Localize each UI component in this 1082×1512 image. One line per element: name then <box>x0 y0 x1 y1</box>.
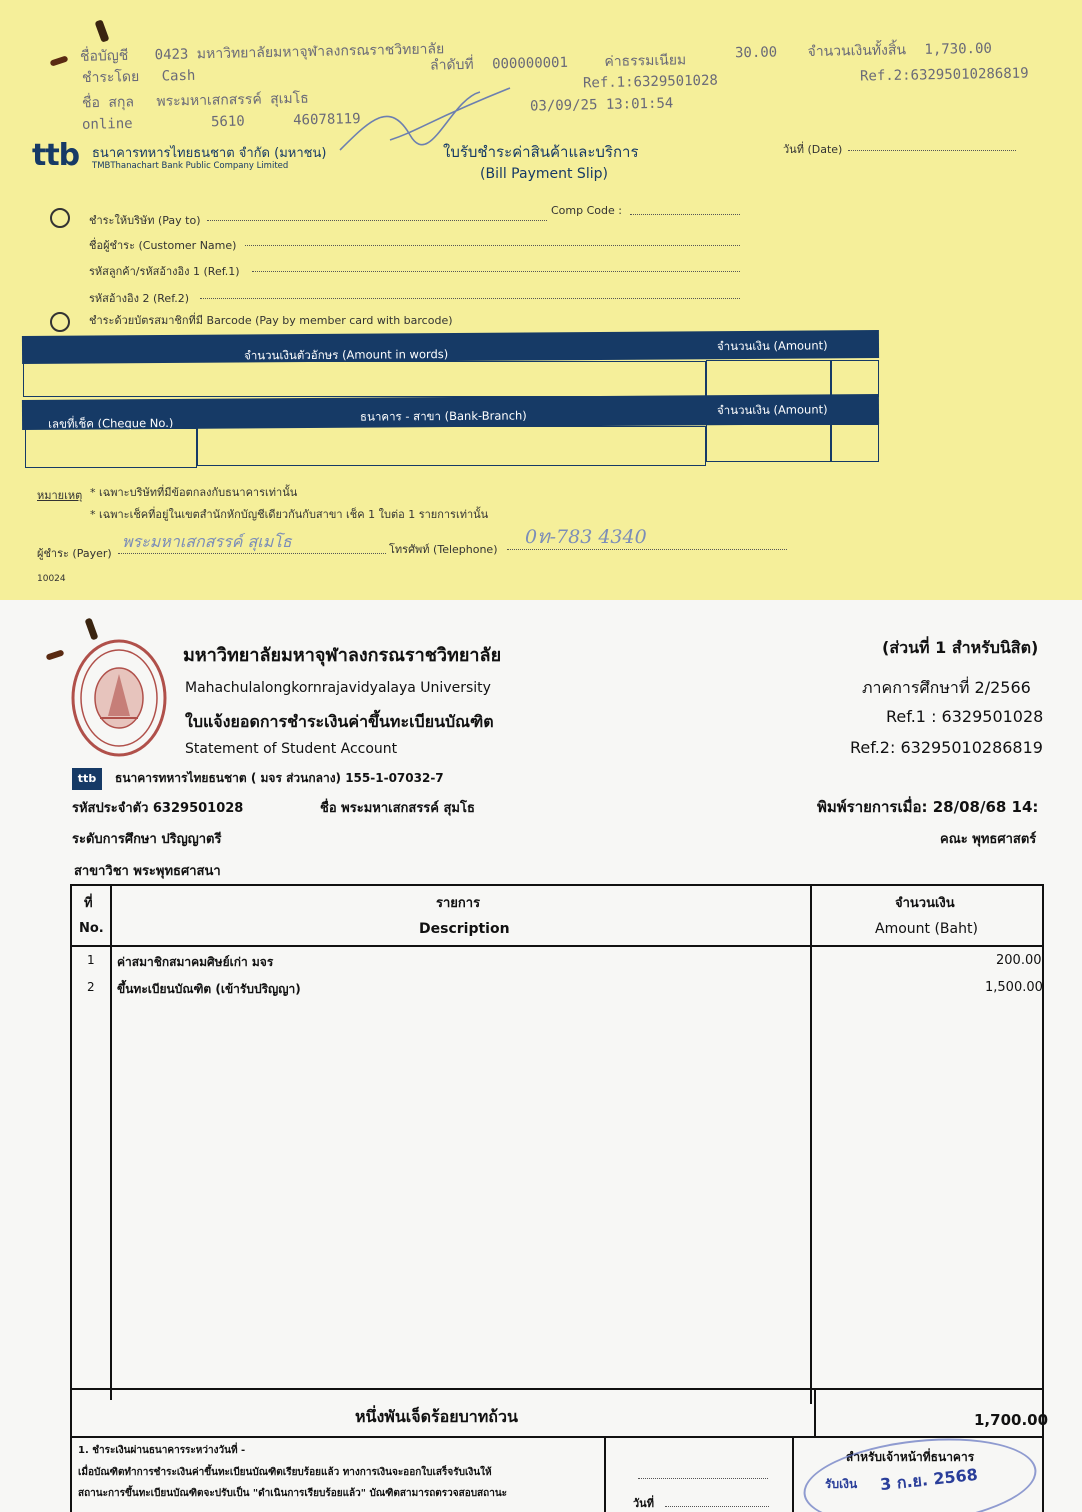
pay-to-line[interactable] <box>207 220 547 221</box>
ref1-label: รหัสลูกค้า/รหัสอ้างอิง 1 (Ref.1) <box>89 265 240 278</box>
footer-line-1: 1. ชำระเงินผ่านธนาคารระหว่างวันที่ - <box>78 1445 246 1456</box>
stamp-seq-row <box>430 49 687 76</box>
ref2-label: รหัสอ้างอิง 2 (Ref.2) <box>89 292 190 305</box>
amount2-header: จำนวนเงิน (Amount) <box>716 402 828 418</box>
stamp-ref2: Ref.2:63295010286819 <box>859 65 1029 85</box>
items-table <box>70 884 1044 1512</box>
university-name-th: มหาวิทยาลัยมหาจุฬาลงกรณราชวิทยาลัย <box>183 645 502 666</box>
ref2: Ref.2: 63295010286819 <box>850 738 1043 757</box>
ref2-line[interactable] <box>200 298 740 299</box>
col-desc-en: Description <box>419 921 510 937</box>
stamp-channel-row <box>82 111 361 133</box>
member-card-label: ชำระด้วยบัตรสมาชิกที่มี Barcode (Pay by member card with barcode) <box>89 314 453 327</box>
col-divider <box>810 884 812 1404</box>
stamp-total-label: จำนวนเงินทั้งสิ้น <box>807 42 907 60</box>
note-1: * เฉพาะบริษัทที่มีข้อตกลงกับธนาคารเท่านั้น <box>90 486 298 499</box>
comp-code-label: Comp Code : <box>551 204 622 217</box>
amount-words-cell[interactable] <box>23 361 706 397</box>
university-name-en: Mahachulalongkornrajavidyalaya University <box>185 680 491 696</box>
cheque-no-cell[interactable] <box>25 428 197 468</box>
stamp-name-label: ชื่อ สกุล <box>81 94 135 112</box>
stamp-name-value: พระมหาเสกสรรค์ สุเมโธ <box>156 90 309 110</box>
footer-date-label: วันที่ <box>633 1497 654 1510</box>
ttb-logo-small: ttb <box>72 768 102 790</box>
stamp-name-row <box>82 88 309 115</box>
amount-cell[interactable] <box>706 360 831 397</box>
footer-divider <box>72 1436 1042 1438</box>
bank-officer-label: สำหรับเจ้าหน้าที่ธนาคาร <box>846 1450 975 1464</box>
university-seal-icon <box>70 638 168 758</box>
stamp-paid-by-value: Cash <box>161 67 196 85</box>
footer-date-line <box>665 1506 769 1507</box>
total-divider <box>72 1388 1042 1390</box>
footer-divider <box>604 1438 606 1512</box>
stamp-fee-value: 30.00 <box>734 44 778 62</box>
payer-handwriting: พระมหาเสกสรรค์ สุเมโธ <box>122 532 292 551</box>
student-id: รหัสประจำตัว 6329501028 <box>72 801 244 816</box>
student-account-statement <box>0 600 1082 1512</box>
col-no-en: No. <box>79 921 104 936</box>
tel-label: โทรศัพท์ (Telephone) <box>389 543 498 556</box>
member-card-radio[interactable] <box>50 312 70 332</box>
amount2-satang-cell[interactable] <box>831 424 879 462</box>
major: สาขาวิชา พระพุทธศาสนา <box>74 864 221 879</box>
stamp-account-label: ชื่อบัญชี <box>79 47 129 65</box>
slip-title-en: (Bill Payment Slip) <box>480 166 608 182</box>
bank-name-th: ธนาคารทหารไทยธนชาต จำกัด (มหาชน) <box>92 146 327 161</box>
row-2-desc: ขึ้นทะเบียนบัณฑิต (เข้ารับปริญญา) <box>117 982 301 996</box>
bank-account-line: ธนาคารทหารไทยธนชาต ( มจร ส่วนกลาง) 155-1-07032-7 <box>115 771 444 785</box>
stamp-paid-by-label: ชำระโดย <box>81 68 140 87</box>
amount-header: จำนวนเงิน (Amount) <box>716 338 828 354</box>
footer-line-2: เมื่อบัณฑิตทำการชำระเงินค่าขึ้นทะเบียนบัณฑิตเรียบร้อยแล้ว ทางการเงินจะออกใบเสร็จรับเงินให้ <box>78 1467 492 1478</box>
stamp-account-row <box>80 38 445 68</box>
pay-to-radio[interactable] <box>50 208 70 228</box>
stamp-teller: 46078119 <box>292 111 361 129</box>
header-divider <box>70 945 1044 947</box>
stamp-seq-label: ลำดับที่ <box>429 56 474 74</box>
col-divider <box>814 1388 816 1438</box>
row-1-amount: 200.00 <box>996 953 1042 968</box>
stamp-total-value: 1,730.00 <box>924 40 993 58</box>
semester: ภาคการศึกษาที่ 2/2566 <box>862 678 1031 697</box>
payer-label: ผู้ชำระ (Payer) <box>37 547 112 560</box>
stamp-datetime: 03/09/25 13:01:54 <box>529 95 674 115</box>
received-label: รับเงิน <box>825 1477 858 1491</box>
part-label: (ส่วนที่ 1 สำหรับนิสิต) <box>882 638 1039 657</box>
date-line <box>848 150 1016 151</box>
stamp-fee-label: ค่าธรรมเนียม <box>604 52 687 71</box>
note-2: * เฉพาะเช็คที่อยู่ในเขตสำนักหักบัญชีเดียวกันกับสาขา เช็ค 1 ใบต่อ 1 รายการเท่านั้น <box>90 508 489 521</box>
date-label: วันที่ (Date) <box>783 143 843 156</box>
total-in-words: หนึ่งพันเจ็ดร้อยบาทถ้วน <box>355 1407 518 1426</box>
stamp-branch: 5610 <box>210 113 245 131</box>
amount-satang-cell[interactable] <box>831 360 879 397</box>
total-amount: 1,700.00 <box>974 1411 1049 1429</box>
stamp-paid-by-row <box>82 65 196 89</box>
comp-code-line[interactable] <box>630 214 740 215</box>
staple-mark <box>50 55 69 66</box>
customer-name-label: ชื่อผู้ชำระ (Customer Name) <box>89 239 237 252</box>
bank-name-en: TMBThanachart Bank Public Company Limited <box>92 161 289 171</box>
stamp-channel: online <box>81 115 133 133</box>
footer-line-3: สถานะการขึ้นทะเบียนบัณฑิตจะปรับเป็น "ดำเนินการเรียบร้อยแล้ว" บัณฑิตสามารถตรวจสอบสถานะ <box>78 1488 508 1499</box>
slip-title-th: ใบรับชำระค่าสินค้าและบริการ <box>443 143 639 161</box>
row-1-no: 1 <box>87 953 95 967</box>
amount2-cell[interactable] <box>706 424 831 462</box>
row-2-amount: 1,500.00 <box>985 980 1043 995</box>
received-stamp-date: 3 ก.ย. 2568 <box>879 1464 979 1495</box>
doc-title-en: Statement of Student Account <box>185 741 398 757</box>
ref1: Ref.1 : 6329501028 <box>886 707 1044 726</box>
row-1-desc: ค่าสมาชิกสมาคมศิษย์เก่า มจร <box>117 955 274 969</box>
footer-divider <box>792 1438 794 1512</box>
col-amount-en: Amount (Baht) <box>875 921 978 937</box>
faculty: คณะ พุทธศาสตร์ <box>940 832 1037 847</box>
bill-payment-slip <box>0 0 1082 600</box>
ref1-line[interactable] <box>252 271 740 272</box>
footer-sign-line <box>638 1478 768 1479</box>
col-desc-th: รายการ <box>436 896 481 911</box>
cheque-no-header: เลขที่เช็ค (Cheque No.) <box>48 415 174 431</box>
bank-branch-cell[interactable] <box>197 426 706 466</box>
row-2-no: 2 <box>87 980 95 994</box>
student-name: ชื่อ พระมหาเสกสรรค์ สุมโธ <box>320 801 475 816</box>
bank-branch-header: ธนาคาร - สาขา (Bank-Branch) <box>359 408 527 424</box>
col-divider <box>110 884 112 1400</box>
printed-at: พิมพ์รายการเมื่อ: 28/08/68 14: <box>817 798 1039 816</box>
notes-label: หมายเหตุ <box>37 489 83 502</box>
pay-to-label: ชำระให้บริษัท (Pay to) <box>89 214 201 227</box>
stamp-account-value: 0423 มหาวิทยาลัยมหาจุฬาลงกรณราชวิทยาลัย <box>154 41 445 64</box>
tel-handwriting: 0ท-783 4340 <box>525 526 647 548</box>
staple-mark <box>46 649 65 660</box>
amount-header-band <box>22 330 879 364</box>
staple-mark <box>94 19 109 42</box>
stamp-total-row <box>735 38 992 64</box>
form-code: 10024 <box>37 574 66 584</box>
stamp-seq-value: 000000001 <box>491 54 569 73</box>
customer-name-line[interactable] <box>245 245 740 246</box>
col-amount-th: จำนวนเงิน <box>895 896 955 911</box>
doc-title-th: ใบแจ้งยอดการชำระเงินค่าขึ้นทะเบียนบัณฑิต <box>185 712 494 731</box>
ttb-logo: ttb <box>32 138 80 173</box>
col-no-th: ที่ <box>84 896 93 911</box>
education-level: ระดับการศึกษา ปริญญาตรี <box>72 832 222 847</box>
amount-words-header: จำนวนเงินตัวอักษร (Amount in words) <box>244 347 449 363</box>
stamp-ref1: Ref.1:6329501028 <box>582 72 719 92</box>
